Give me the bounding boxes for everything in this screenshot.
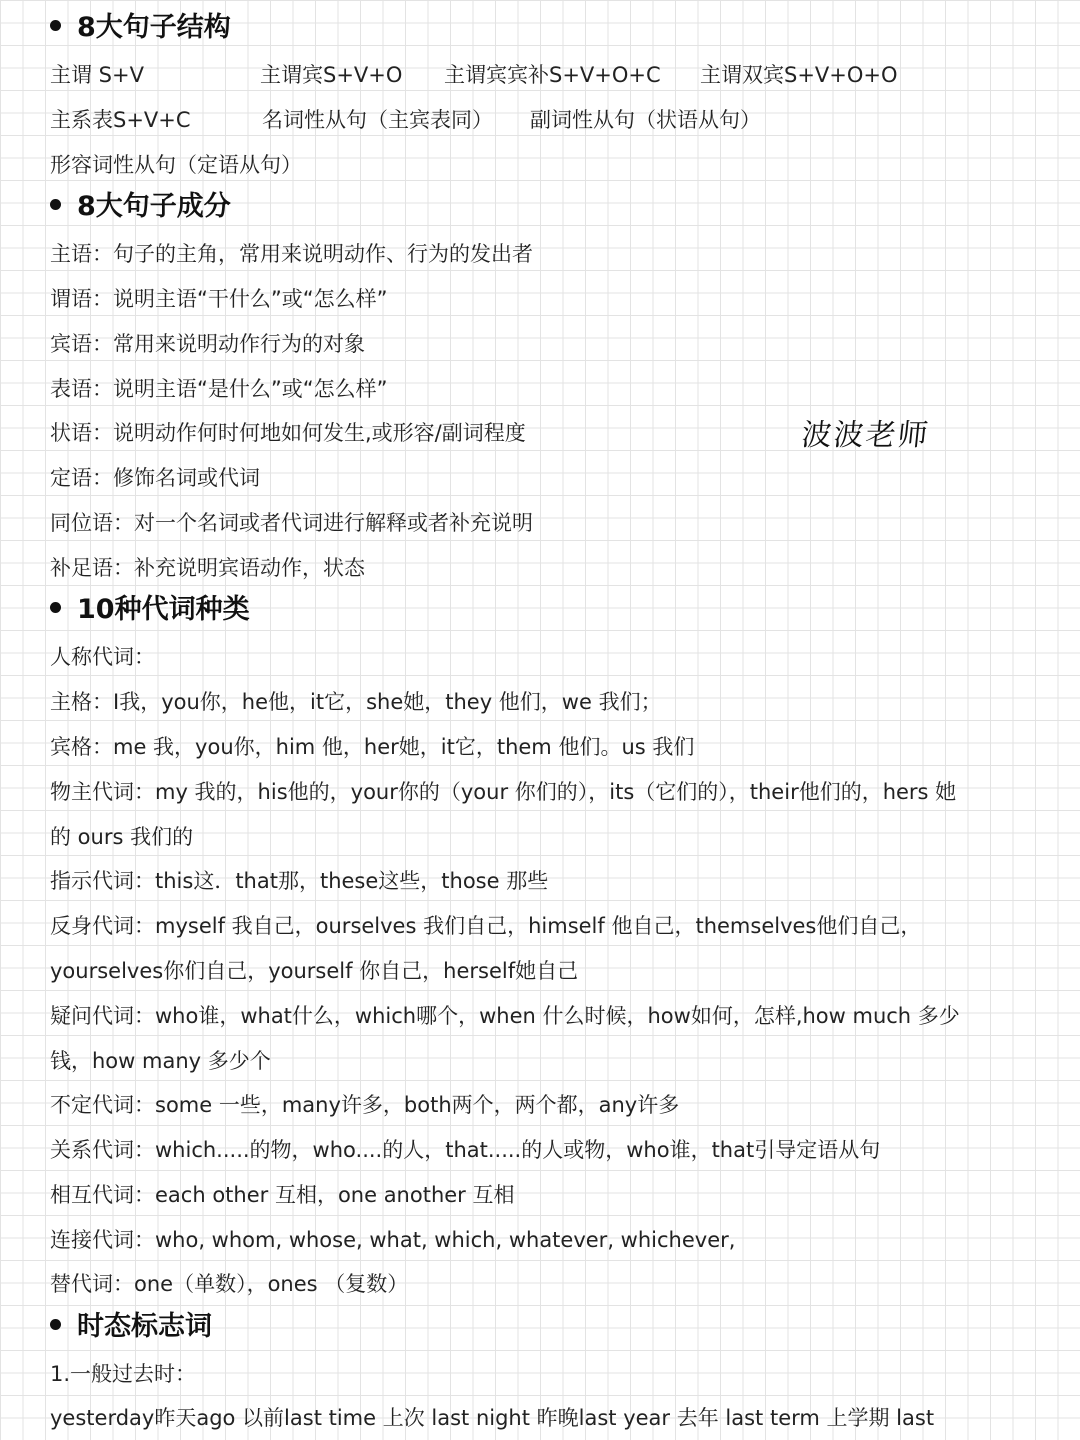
bullet-icon xyxy=(50,1319,61,1330)
tense-line: yesterday昨天ago 以前last time 上次 last night 昨晚last year 去年 last term 上学期 last xyxy=(50,1406,935,1430)
pronoun-line: 不定代词：some 一些，many许多，both两个，两个都，any许多 xyxy=(50,1093,680,1117)
pronoun-line: 相互代词：each other 互相，one another 互相 xyxy=(50,1183,515,1207)
pronoun-line: 主格：I我，you你，he他，it它，she她，they 他们，we 我们； xyxy=(50,690,662,714)
component-line: 补足语：补充说明宾语动作，状态 xyxy=(50,556,365,580)
section-heading-pronoun-types: 10种代词种类 xyxy=(50,590,250,630)
author-signature: 波波老师 xyxy=(799,418,932,453)
pronoun-line: 替代词：one（单数），ones （复数） xyxy=(50,1272,409,1296)
structure-item: 主系表S+V+C xyxy=(50,108,191,132)
structure-item: 主谓宾宾补S+V+O+C xyxy=(444,63,661,87)
section-heading-sentence-structures: 8大句子结构 xyxy=(50,8,231,48)
bullet-icon xyxy=(50,602,61,613)
tense-line: 1.一般过去时： xyxy=(50,1362,197,1386)
section-heading-sentence-components: 8大句子成分 xyxy=(50,187,231,227)
structure-item: 副词性从句（状语从句） xyxy=(530,108,761,132)
component-line: 定语：修饰名词或代词 xyxy=(50,466,260,490)
structure-item: 形容词性从句（定语从句） xyxy=(50,153,302,177)
structure-item: 名词性从句（主宾表同） xyxy=(262,108,493,132)
pronoun-line: 疑问代词：who谁，what什么，which哪个，when 什么时候，how如何，怎样,how much 多少 xyxy=(50,1004,960,1028)
pronoun-line: 指示代词：this这．that那，these这些，those 那些 xyxy=(50,869,549,893)
pronoun-line: 钱，how many 多少个 xyxy=(50,1049,271,1073)
component-line: 表语：说明主语“是什么”或“怎么样” xyxy=(50,377,388,401)
component-line: 宾语：常用来说明动作行为的对象 xyxy=(50,332,365,356)
component-line: 谓语：说明主语“干什么”或“怎么样” xyxy=(50,287,388,311)
bullet-icon xyxy=(50,199,61,210)
component-line: 主语：句子的主角，常用来说明动作、行为的发出者 xyxy=(50,242,533,266)
pronoun-line: 反身代词：myself 我自己，ourselves 我们自己，himself 他自己，themselves他们自己， xyxy=(50,914,922,938)
pronoun-line: yourselves你们自己，yourself 你自己，herself她自己 xyxy=(50,959,579,983)
pronoun-line: 的 ours 我们的 xyxy=(50,825,194,849)
section-heading-tense-markers: 时态标志词 xyxy=(50,1307,212,1347)
structure-item: 主谓宾S+V+O xyxy=(260,63,403,87)
structure-item: 主谓双宾S+V+O+O xyxy=(700,63,898,87)
pronoun-line: 连接代词：who, whom, whose, what, which, whatever, whichever, xyxy=(50,1228,736,1252)
component-line: 同位语：对一个名词或者代词进行解释或者补充说明 xyxy=(50,511,533,535)
pronoun-line: 物主代词：my 我的，his他的，your你的（your 你们的），its（它们的），their他们的，hers 她 xyxy=(50,780,957,804)
pronoun-line: 人称代词： xyxy=(50,645,155,669)
pronoun-line: 宾格：me 我，you你，him 他，her她，it它，them 他们。us 我们 xyxy=(50,735,695,759)
component-line: 状语：说明动作何时何地如何发生,或形容/副词程度 xyxy=(50,421,526,445)
pronoun-line: 关系代词：which.....的物，who....的人，that.....的人或物，who谁，that引导定语从句 xyxy=(50,1138,881,1162)
bullet-icon xyxy=(50,20,61,31)
structure-item: 主谓 S+V xyxy=(50,63,144,87)
